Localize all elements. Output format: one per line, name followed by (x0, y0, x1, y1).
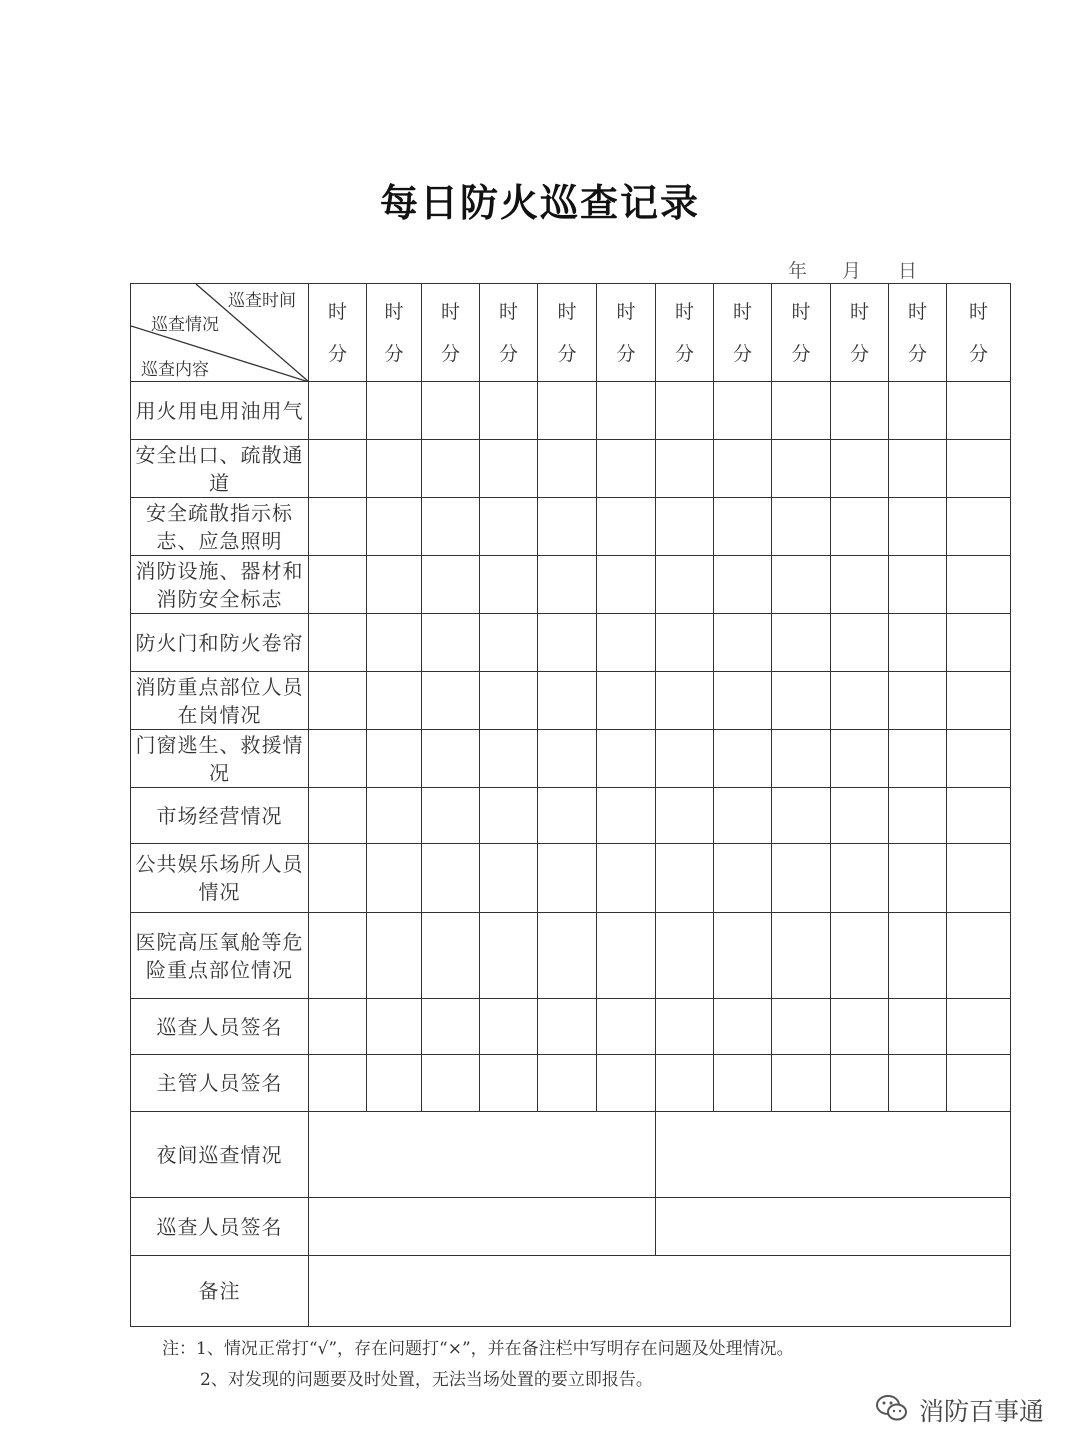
hour-label: 时 (616, 300, 636, 323)
check-cell[interactable] (772, 844, 831, 913)
check-cell[interactable] (367, 913, 422, 999)
check-cell[interactable] (656, 556, 714, 614)
check-cell[interactable] (947, 614, 1011, 672)
check-cell[interactable] (831, 440, 889, 498)
minute-label: 分 (968, 342, 988, 365)
check-cell[interactable] (422, 1055, 480, 1112)
header-status-label: 巡查情况 (151, 315, 219, 335)
check-cell[interactable] (309, 614, 367, 672)
check-cell[interactable] (889, 614, 947, 672)
check-cell[interactable] (597, 672, 656, 730)
check-cell[interactable] (772, 1055, 831, 1112)
check-cell[interactable] (714, 730, 772, 788)
check-cell[interactable] (309, 440, 367, 498)
check-cell[interactable] (947, 672, 1011, 730)
check-cell[interactable] (714, 556, 772, 614)
row-label: 巡查人员签名 (131, 999, 309, 1055)
entry-cell-left[interactable] (309, 1112, 656, 1198)
check-cell[interactable] (597, 913, 656, 999)
check-cell[interactable] (422, 730, 480, 788)
check-cell[interactable] (889, 672, 947, 730)
check-cell[interactable] (772, 498, 831, 556)
check-cell[interactable] (772, 913, 831, 999)
check-cell[interactable] (538, 999, 597, 1055)
table-row (131, 788, 1011, 844)
check-cell[interactable] (422, 440, 480, 498)
check-cell[interactable] (480, 498, 538, 556)
check-cell[interactable] (422, 913, 480, 999)
check-cell[interactable] (597, 1055, 656, 1112)
check-cell[interactable] (947, 730, 1011, 788)
minute-label: 分 (674, 342, 694, 365)
time-header-cell (597, 284, 656, 382)
check-cell[interactable] (831, 844, 889, 913)
check-cell[interactable] (480, 672, 538, 730)
check-cell[interactable] (538, 614, 597, 672)
check-cell[interactable] (367, 498, 422, 556)
check-cell[interactable] (947, 1055, 1011, 1112)
check-cell[interactable] (947, 440, 1011, 498)
time-header-cell (480, 284, 538, 382)
hour-label: 时 (384, 300, 404, 323)
footnote-1: 注：1、情况正常打“√”，存在问题打“×”，并在备注栏中写明存在问题及处理情况。 (162, 1339, 794, 1359)
check-cell[interactable] (309, 913, 367, 999)
check-cell[interactable] (597, 614, 656, 672)
row-label: 备注 (131, 1256, 309, 1327)
check-cell[interactable] (367, 844, 422, 913)
hour-label: 时 (907, 300, 927, 323)
check-cell[interactable] (309, 999, 367, 1055)
time-header-cell (714, 284, 772, 382)
check-cell[interactable] (714, 672, 772, 730)
time-header-cell (831, 284, 889, 382)
header-row (131, 284, 1011, 382)
check-cell[interactable] (309, 788, 367, 844)
table-row (131, 614, 1011, 672)
check-cell[interactable] (597, 440, 656, 498)
check-cell[interactable] (422, 556, 480, 614)
check-cell[interactable] (480, 614, 538, 672)
check-cell[interactable] (480, 788, 538, 844)
check-cell[interactable] (889, 440, 947, 498)
check-cell[interactable] (597, 999, 656, 1055)
check-cell[interactable] (656, 498, 714, 556)
check-cell[interactable] (947, 382, 1011, 440)
check-cell[interactable] (367, 672, 422, 730)
check-cell[interactable] (831, 498, 889, 556)
row-label: 医院高压氧舱等危险重点部位情况 (131, 913, 309, 999)
minute-label: 分 (327, 342, 347, 365)
minute-label: 分 (791, 342, 811, 365)
check-cell[interactable] (309, 556, 367, 614)
check-cell[interactable] (714, 440, 772, 498)
footnote-2: 2、对发现的问题要及时处置，无法当场处置的要立即报告。 (200, 1370, 653, 1390)
hour-label: 时 (327, 300, 347, 323)
watermark (875, 1392, 1044, 1428)
time-header-cell (422, 284, 480, 382)
table-row (131, 844, 1011, 913)
check-cell[interactable] (889, 788, 947, 844)
check-cell[interactable] (772, 730, 831, 788)
check-cell[interactable] (309, 498, 367, 556)
row-label: 公共娱乐场所人员情况 (131, 844, 309, 913)
check-cell[interactable] (831, 672, 889, 730)
row-label: 巡查人员签名 (131, 1198, 309, 1256)
check-cell[interactable] (831, 913, 889, 999)
check-cell[interactable] (422, 382, 480, 440)
check-cell[interactable] (772, 382, 831, 440)
check-cell[interactable] (889, 730, 947, 788)
row-label: 安全出口、疏散通道 (131, 440, 309, 498)
check-cell[interactable] (480, 999, 538, 1055)
hour-label: 时 (849, 300, 869, 323)
date-year-label: 年 (788, 260, 808, 282)
check-cell[interactable] (367, 788, 422, 844)
check-cell[interactable] (889, 1055, 947, 1112)
check-cell[interactable] (656, 913, 714, 999)
time-header-cell (367, 284, 422, 382)
hour-label: 时 (732, 300, 752, 323)
check-cell[interactable] (889, 556, 947, 614)
check-cell[interactable] (714, 999, 772, 1055)
check-cell[interactable] (309, 844, 367, 913)
check-cell[interactable] (422, 672, 480, 730)
check-cell[interactable] (656, 614, 714, 672)
night-signature-row (131, 1198, 1011, 1256)
row-label: 安全疏散指示标志、应急照明 (131, 498, 309, 556)
check-cell[interactable] (947, 788, 1011, 844)
check-cell[interactable] (831, 730, 889, 788)
remarks-row (131, 1256, 1011, 1327)
check-cell[interactable] (367, 1055, 422, 1112)
check-cell[interactable] (480, 730, 538, 788)
row-label: 主管人员签名 (131, 1055, 309, 1112)
check-cell[interactable] (538, 498, 597, 556)
check-cell[interactable] (889, 999, 947, 1055)
check-cell[interactable] (422, 498, 480, 556)
header-content-label: 巡查内容 (141, 360, 209, 380)
page-title: 每日防火巡查记录 (379, 181, 700, 225)
check-cell[interactable] (422, 844, 480, 913)
check-cell[interactable] (367, 999, 422, 1055)
table-row (131, 556, 1011, 614)
row-label: 市场经营情况 (131, 788, 309, 844)
check-cell[interactable] (538, 913, 597, 999)
date-month-label: 月 (842, 260, 862, 282)
check-cell[interactable] (538, 672, 597, 730)
night-inspection-row (131, 1112, 1011, 1198)
check-cell[interactable] (889, 498, 947, 556)
table-row (131, 440, 1011, 498)
check-cell[interactable] (538, 788, 597, 844)
check-cell[interactable] (772, 556, 831, 614)
entry-cell-right[interactable] (656, 1112, 1011, 1198)
hour-label: 时 (557, 300, 577, 323)
minute-label: 分 (557, 342, 577, 365)
check-cell[interactable] (714, 844, 772, 913)
check-cell[interactable] (656, 999, 714, 1055)
table-row (131, 498, 1011, 556)
inspection-table (130, 283, 1011, 1327)
check-cell[interactable] (656, 788, 714, 844)
check-cell[interactable] (714, 498, 772, 556)
check-cell[interactable] (538, 844, 597, 913)
time-header-cell (947, 284, 1011, 382)
entry-cell-right[interactable] (656, 1198, 1011, 1256)
check-cell[interactable] (831, 556, 889, 614)
remarks-cell[interactable] (309, 1256, 1011, 1327)
check-cell[interactable] (656, 440, 714, 498)
check-cell[interactable] (597, 498, 656, 556)
hour-label: 时 (674, 300, 694, 323)
date-day-label: 日 (898, 260, 918, 282)
check-cell[interactable] (538, 556, 597, 614)
header-time-label: 巡查时间 (228, 291, 296, 311)
check-cell[interactable] (714, 1055, 772, 1112)
check-cell[interactable] (889, 844, 947, 913)
hour-label: 时 (498, 300, 518, 323)
check-cell[interactable] (480, 440, 538, 498)
check-cell[interactable] (656, 672, 714, 730)
check-cell[interactable] (367, 556, 422, 614)
row-label: 消防重点部位人员在岗情况 (131, 672, 309, 730)
header-diagonal-cell (131, 284, 309, 382)
check-cell[interactable] (947, 498, 1011, 556)
check-cell[interactable] (367, 614, 422, 672)
check-cell[interactable] (309, 1055, 367, 1112)
minute-label: 分 (616, 342, 636, 365)
table-row (131, 730, 1011, 788)
time-header-cell (538, 284, 597, 382)
check-cell[interactable] (656, 1055, 714, 1112)
minute-label: 分 (440, 342, 460, 365)
row-label: 门窗逃生、救援情况 (131, 730, 309, 788)
check-cell[interactable] (831, 614, 889, 672)
minute-label: 分 (849, 342, 869, 365)
watermark-text: 消防百事通 (918, 1397, 1044, 1426)
check-cell[interactable] (772, 672, 831, 730)
check-cell[interactable] (947, 999, 1011, 1055)
check-cell[interactable] (597, 556, 656, 614)
time-header-cell (656, 284, 714, 382)
time-header-cell (772, 284, 831, 382)
check-cell[interactable] (597, 730, 656, 788)
check-cell[interactable] (831, 382, 889, 440)
check-cell[interactable] (714, 382, 772, 440)
minute-label: 分 (498, 342, 518, 365)
check-cell[interactable] (597, 844, 656, 913)
check-cell[interactable] (889, 913, 947, 999)
table-row (131, 672, 1011, 730)
hour-label: 时 (440, 300, 460, 323)
table-row (131, 382, 1011, 440)
check-cell[interactable] (480, 913, 538, 999)
check-cell[interactable] (309, 382, 367, 440)
check-cell[interactable] (947, 556, 1011, 614)
check-cell[interactable] (309, 672, 367, 730)
wechat-icon (875, 1393, 909, 1427)
check-cell[interactable] (656, 730, 714, 788)
check-cell[interactable] (947, 913, 1011, 999)
check-cell[interactable] (831, 1055, 889, 1112)
check-cell[interactable] (422, 999, 480, 1055)
check-cell[interactable] (656, 382, 714, 440)
check-cell[interactable] (597, 788, 656, 844)
check-cell[interactable] (480, 1055, 538, 1112)
check-cell[interactable] (538, 382, 597, 440)
check-cell[interactable] (714, 788, 772, 844)
check-cell[interactable] (538, 1055, 597, 1112)
check-cell[interactable] (831, 788, 889, 844)
row-label: 夜间巡查情况 (131, 1112, 309, 1198)
check-cell[interactable] (538, 440, 597, 498)
hour-label: 时 (791, 300, 811, 323)
hour-label: 时 (968, 300, 988, 323)
check-cell[interactable] (772, 999, 831, 1055)
check-cell[interactable] (367, 730, 422, 788)
minute-label: 分 (907, 342, 927, 365)
row-label: 消防设施、器材和消防安全标志 (131, 556, 309, 614)
time-header-cell (889, 284, 947, 382)
table-row (131, 1055, 1011, 1112)
table-row (131, 999, 1011, 1055)
row-label: 防火门和防火卷帘 (131, 614, 309, 672)
check-cell[interactable] (714, 913, 772, 999)
check-cell[interactable] (597, 382, 656, 440)
check-cell[interactable] (714, 614, 772, 672)
entry-cell-left[interactable] (309, 1198, 656, 1256)
check-cell[interactable] (947, 844, 1011, 913)
minute-label: 分 (732, 342, 752, 365)
check-cell[interactable] (422, 788, 480, 844)
check-cell[interactable] (367, 440, 422, 498)
check-cell[interactable] (831, 999, 889, 1055)
check-cell[interactable] (480, 556, 538, 614)
check-cell[interactable] (367, 382, 422, 440)
row-label: 用火用电用油用气 (131, 382, 309, 440)
check-cell[interactable] (309, 730, 367, 788)
check-cell[interactable] (772, 614, 831, 672)
check-cell[interactable] (538, 730, 597, 788)
table-row (131, 913, 1011, 999)
check-cell[interactable] (772, 440, 831, 498)
time-header-cell (309, 284, 367, 382)
check-cell[interactable] (422, 614, 480, 672)
check-cell[interactable] (656, 844, 714, 913)
check-cell[interactable] (772, 788, 831, 844)
check-cell[interactable] (480, 844, 538, 913)
check-cell[interactable] (480, 382, 538, 440)
minute-label: 分 (384, 342, 404, 365)
check-cell[interactable] (889, 382, 947, 440)
footnotes (162, 1334, 794, 1396)
